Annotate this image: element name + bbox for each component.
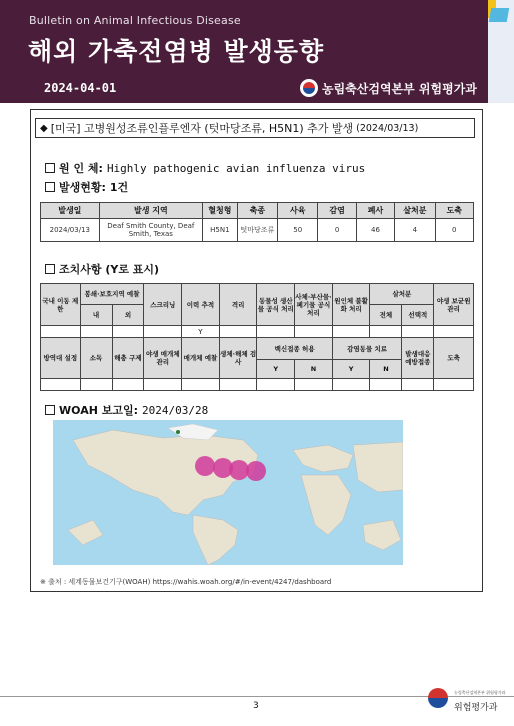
- table-row: [41, 379, 474, 391]
- measure-header: 방역대 설정: [41, 338, 81, 379]
- measure-header: 발생대응 예방접종: [402, 338, 434, 379]
- outbreak-map: [53, 420, 403, 565]
- world-map-icon: [53, 420, 403, 565]
- table-cell: 50: [278, 219, 318, 242]
- checkbox-icon: [45, 264, 55, 274]
- agency-logo-icon: [428, 688, 448, 708]
- pathogen-value: Highly pathogenic avian influenza virus: [106, 161, 366, 175]
- news-label: [미국] 고병원성조류인플루엔자 (텃마당조류, H5N1) 추가 발생: [50, 122, 354, 135]
- table-cell: 2024/03/13: [41, 219, 100, 242]
- measure-header: 소독: [80, 338, 112, 379]
- measure-header: 스크리닝: [144, 284, 182, 326]
- table-header: 감염: [318, 203, 356, 219]
- table-header: 혈청형: [203, 203, 238, 219]
- outbreak-count-line: [45, 179, 128, 195]
- table-header: 폐사: [356, 203, 394, 219]
- outbreak-table: [40, 202, 474, 242]
- measure-header: 사체·부산물·폐기물 공식 처리: [295, 284, 333, 326]
- track-mark: Y: [182, 326, 220, 338]
- table-header: 발생일: [41, 203, 100, 219]
- table-header: 축종: [237, 203, 277, 219]
- measure-subheader: 내: [80, 305, 112, 326]
- table-cell: 4: [395, 219, 435, 242]
- measures-title: 조치사항 (Y로 표시): [59, 263, 160, 276]
- measure-subheader: 선택적: [402, 305, 434, 326]
- measure-header: 해충 구제: [112, 338, 144, 379]
- measure-header: 원인체 불활화 처리: [332, 284, 370, 326]
- issue-date: 2024-04-01: [44, 81, 117, 95]
- news-date: (2024/03/13): [356, 122, 419, 134]
- table-cell: 0: [318, 219, 356, 242]
- woah-line: [45, 402, 208, 418]
- measure-header: 이력 추적: [182, 284, 220, 326]
- table-cell: Deaf Smith County, Deaf Smith, Texas: [99, 219, 202, 242]
- org-name: 농림축산검역본부 위험평가과: [322, 81, 477, 96]
- measure-header: 매개체 예찰: [182, 338, 220, 379]
- pathogen-label: 원 인 체:: [59, 162, 103, 175]
- table-cell: 0: [435, 219, 473, 242]
- measure-header: 야생 보균원 관리: [434, 284, 474, 326]
- table-cell: 텃마당조류: [237, 219, 277, 242]
- source-note: ※ 출처 : 세계동물보건기구(WOAH) https://wahis.woah.org/#/in-event/4247/dashboard: [40, 578, 332, 586]
- news-headline: [35, 118, 475, 138]
- table-header-row: [41, 203, 474, 219]
- measure-subheader: Y: [332, 360, 370, 379]
- measures-line: [45, 261, 159, 277]
- pathogen-line: [45, 160, 365, 176]
- table-row: [41, 219, 474, 242]
- checkbox-icon: [45, 163, 55, 173]
- checkbox-icon: [45, 405, 55, 415]
- measure-header: 격리: [219, 284, 257, 326]
- table-header: 살처분: [395, 203, 435, 219]
- page-title: 해외 가축전염병 발생동향: [28, 37, 325, 66]
- measure-subheader: 외: [112, 305, 144, 326]
- measure-header: 백신접종 허용: [257, 338, 332, 360]
- footer-org: 위험평가과: [454, 703, 498, 713]
- measure-header: 봉쇄·보호지역 예찰: [80, 284, 144, 305]
- table-header: 사육: [278, 203, 318, 219]
- measure-header: 동물성 생산물 공식 처리: [257, 284, 295, 326]
- measures-table: [40, 283, 474, 391]
- table-row: [41, 326, 474, 338]
- table-header: 도축: [435, 203, 473, 219]
- table-cell: H5N1: [203, 219, 238, 242]
- table-cell: 46: [356, 219, 394, 242]
- woah-label: WOAH 보고일:: [59, 404, 139, 417]
- header-decoration: [488, 0, 514, 103]
- measure-subheader: N: [295, 360, 333, 379]
- woah-date: 2024/03/28: [142, 403, 209, 417]
- footer-org-small: 농림축산검역본부 위험평가과: [454, 690, 506, 695]
- checkbox-icon: [45, 182, 55, 192]
- measure-header: 살처분: [370, 284, 434, 305]
- measure-subheader: 전체: [370, 305, 402, 326]
- table-header: 발생 지역: [99, 203, 202, 219]
- measure-subheader: N: [370, 360, 402, 379]
- measure-header: 생체·해체 검사: [219, 338, 257, 379]
- diamond-icon: ◆: [40, 122, 48, 134]
- bulletin-title: Bulletin on Animal Infectious Disease: [29, 14, 241, 27]
- page-number: 3: [253, 701, 259, 711]
- measure-header: 도축: [434, 338, 474, 379]
- org-badge: [300, 77, 477, 99]
- measure-header: 국내 이동 제한: [41, 284, 81, 326]
- outbreak-count-label: 발생현황:: [59, 181, 106, 194]
- measure-subheader: Y: [257, 360, 295, 379]
- measure-header: 야생 매개체 관리: [144, 338, 182, 379]
- agency-logo-icon: [300, 79, 318, 97]
- outbreak-count-value: 1건: [109, 181, 129, 194]
- measure-header: 감염동물 치료: [332, 338, 402, 360]
